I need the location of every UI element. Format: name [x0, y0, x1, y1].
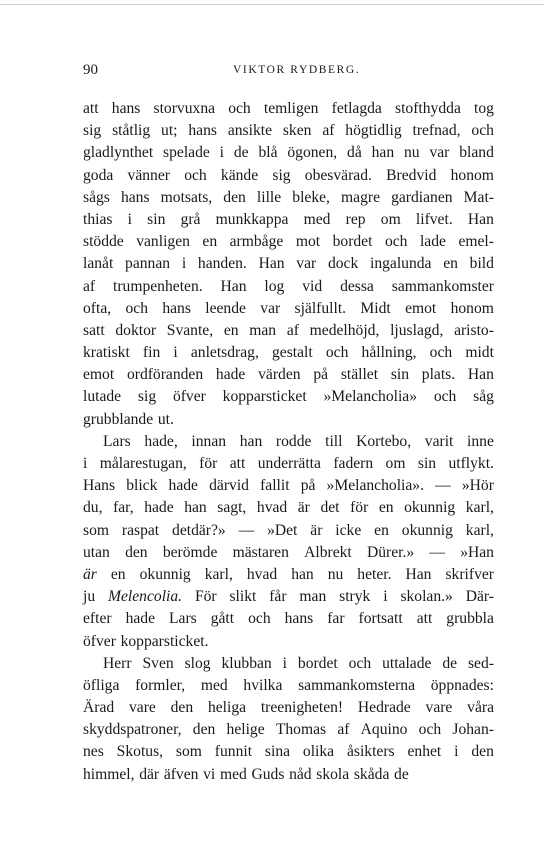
- text-line: i målarestugan, för att underrätta fadern om sin utflykt.: [83, 455, 494, 472]
- text-line: ofta, och hans leende var själfullt. Midt emot honom: [83, 299, 494, 317]
- text-line: thias i sin grå munkkappa med rep om lifvet. Han: [83, 210, 494, 228]
- running-head: VIKTOR RYDBERG.: [233, 64, 361, 76]
- text-line: af trumpenheten. Han log vid dessa sammankomster: [83, 277, 494, 295]
- text-line: lanåt pannan i handen. Han var dock ingalunda en bild: [83, 255, 494, 273]
- text-line: att hans storvuxna och temligen fetlagda stofthydda tog: [83, 100, 494, 117]
- text-line: stödde vanligen en armbåge mot bordet och lade emel-: [83, 233, 494, 251]
- text-line: som raspat detdär?» — »Det är icke en okunnig karl,: [83, 521, 494, 539]
- text-line: kratiskt fin i anletsdrag, gestalt och hållning, och midt: [83, 344, 494, 362]
- text-line: goda vänner och kände sig obesvärad. Bredvid honom: [83, 166, 494, 184]
- paragraph: [83, 653, 494, 786]
- text-line: utan den berömde mästaren Albrekt Dürer.» — »Han: [83, 543, 494, 561]
- paragraph: [83, 431, 494, 653]
- text-line: Herr Sven slog klubban i bordet och uttalade de sed-: [103, 654, 494, 672]
- text-line: lutade sig öfver kopparsticket »Melancholia» och såg: [83, 388, 494, 406]
- page-number: 90: [83, 62, 98, 78]
- text-line: du, far, hade han sagt, hvad är det för en okunnig karl,: [83, 499, 494, 517]
- text-line: nes Skotus, som funnit sina olika åsikters enhet i den: [83, 743, 494, 761]
- page-header: [83, 62, 494, 82]
- text-line: satt doktor Svante, en man af medelhöjd, ljuslagd, aristo-: [83, 321, 494, 339]
- text-line: öfliga formler, med hvilka sammankomsterna öppnades:: [83, 676, 494, 694]
- text-line: gladlynthet spelade i de blå ögonen, då han nu var bland: [83, 144, 494, 162]
- text-line: emot ordföranden hade värden på stället sin plats. Han: [83, 366, 494, 384]
- text-line: Hans blick hade därvid fallit på »Melancholia». — »Hör: [83, 477, 494, 495]
- text-line: öfver kopparsticket.: [83, 632, 209, 650]
- body-text: [83, 98, 494, 786]
- text-line: Lars hade, innan han rodde till Kortebo, varit inne: [103, 432, 494, 450]
- text-line: sågs hans motsats, den lille bleke, magre gardianen Mat-: [83, 188, 494, 206]
- text-line: grubblande ut.: [83, 410, 174, 428]
- paragraph: [83, 98, 494, 431]
- text-line: skyddspatroner, den helige Thomas af Aquino och Johan-: [83, 721, 494, 739]
- text-line: ju Melencolia. För slikt får man stryk i skolan.» Där-: [83, 588, 494, 606]
- text-line: himmel, där äfven vi med Guds nåd skola skåda de: [83, 765, 409, 783]
- text-line: sig ståtlig ut; hans ansikte sken af högtidlig trefnad, och: [83, 122, 494, 140]
- top-rule: [0, 4, 544, 5]
- text-line: Ärad vare den heliga treenigheten! Hedrade vare våra: [83, 699, 494, 717]
- text-line: är en okunnig karl, hvad han nu heter. Han skrifver: [83, 565, 494, 583]
- text-line: efter hade Lars gått och hans far fortsatt att grubbla: [83, 610, 494, 628]
